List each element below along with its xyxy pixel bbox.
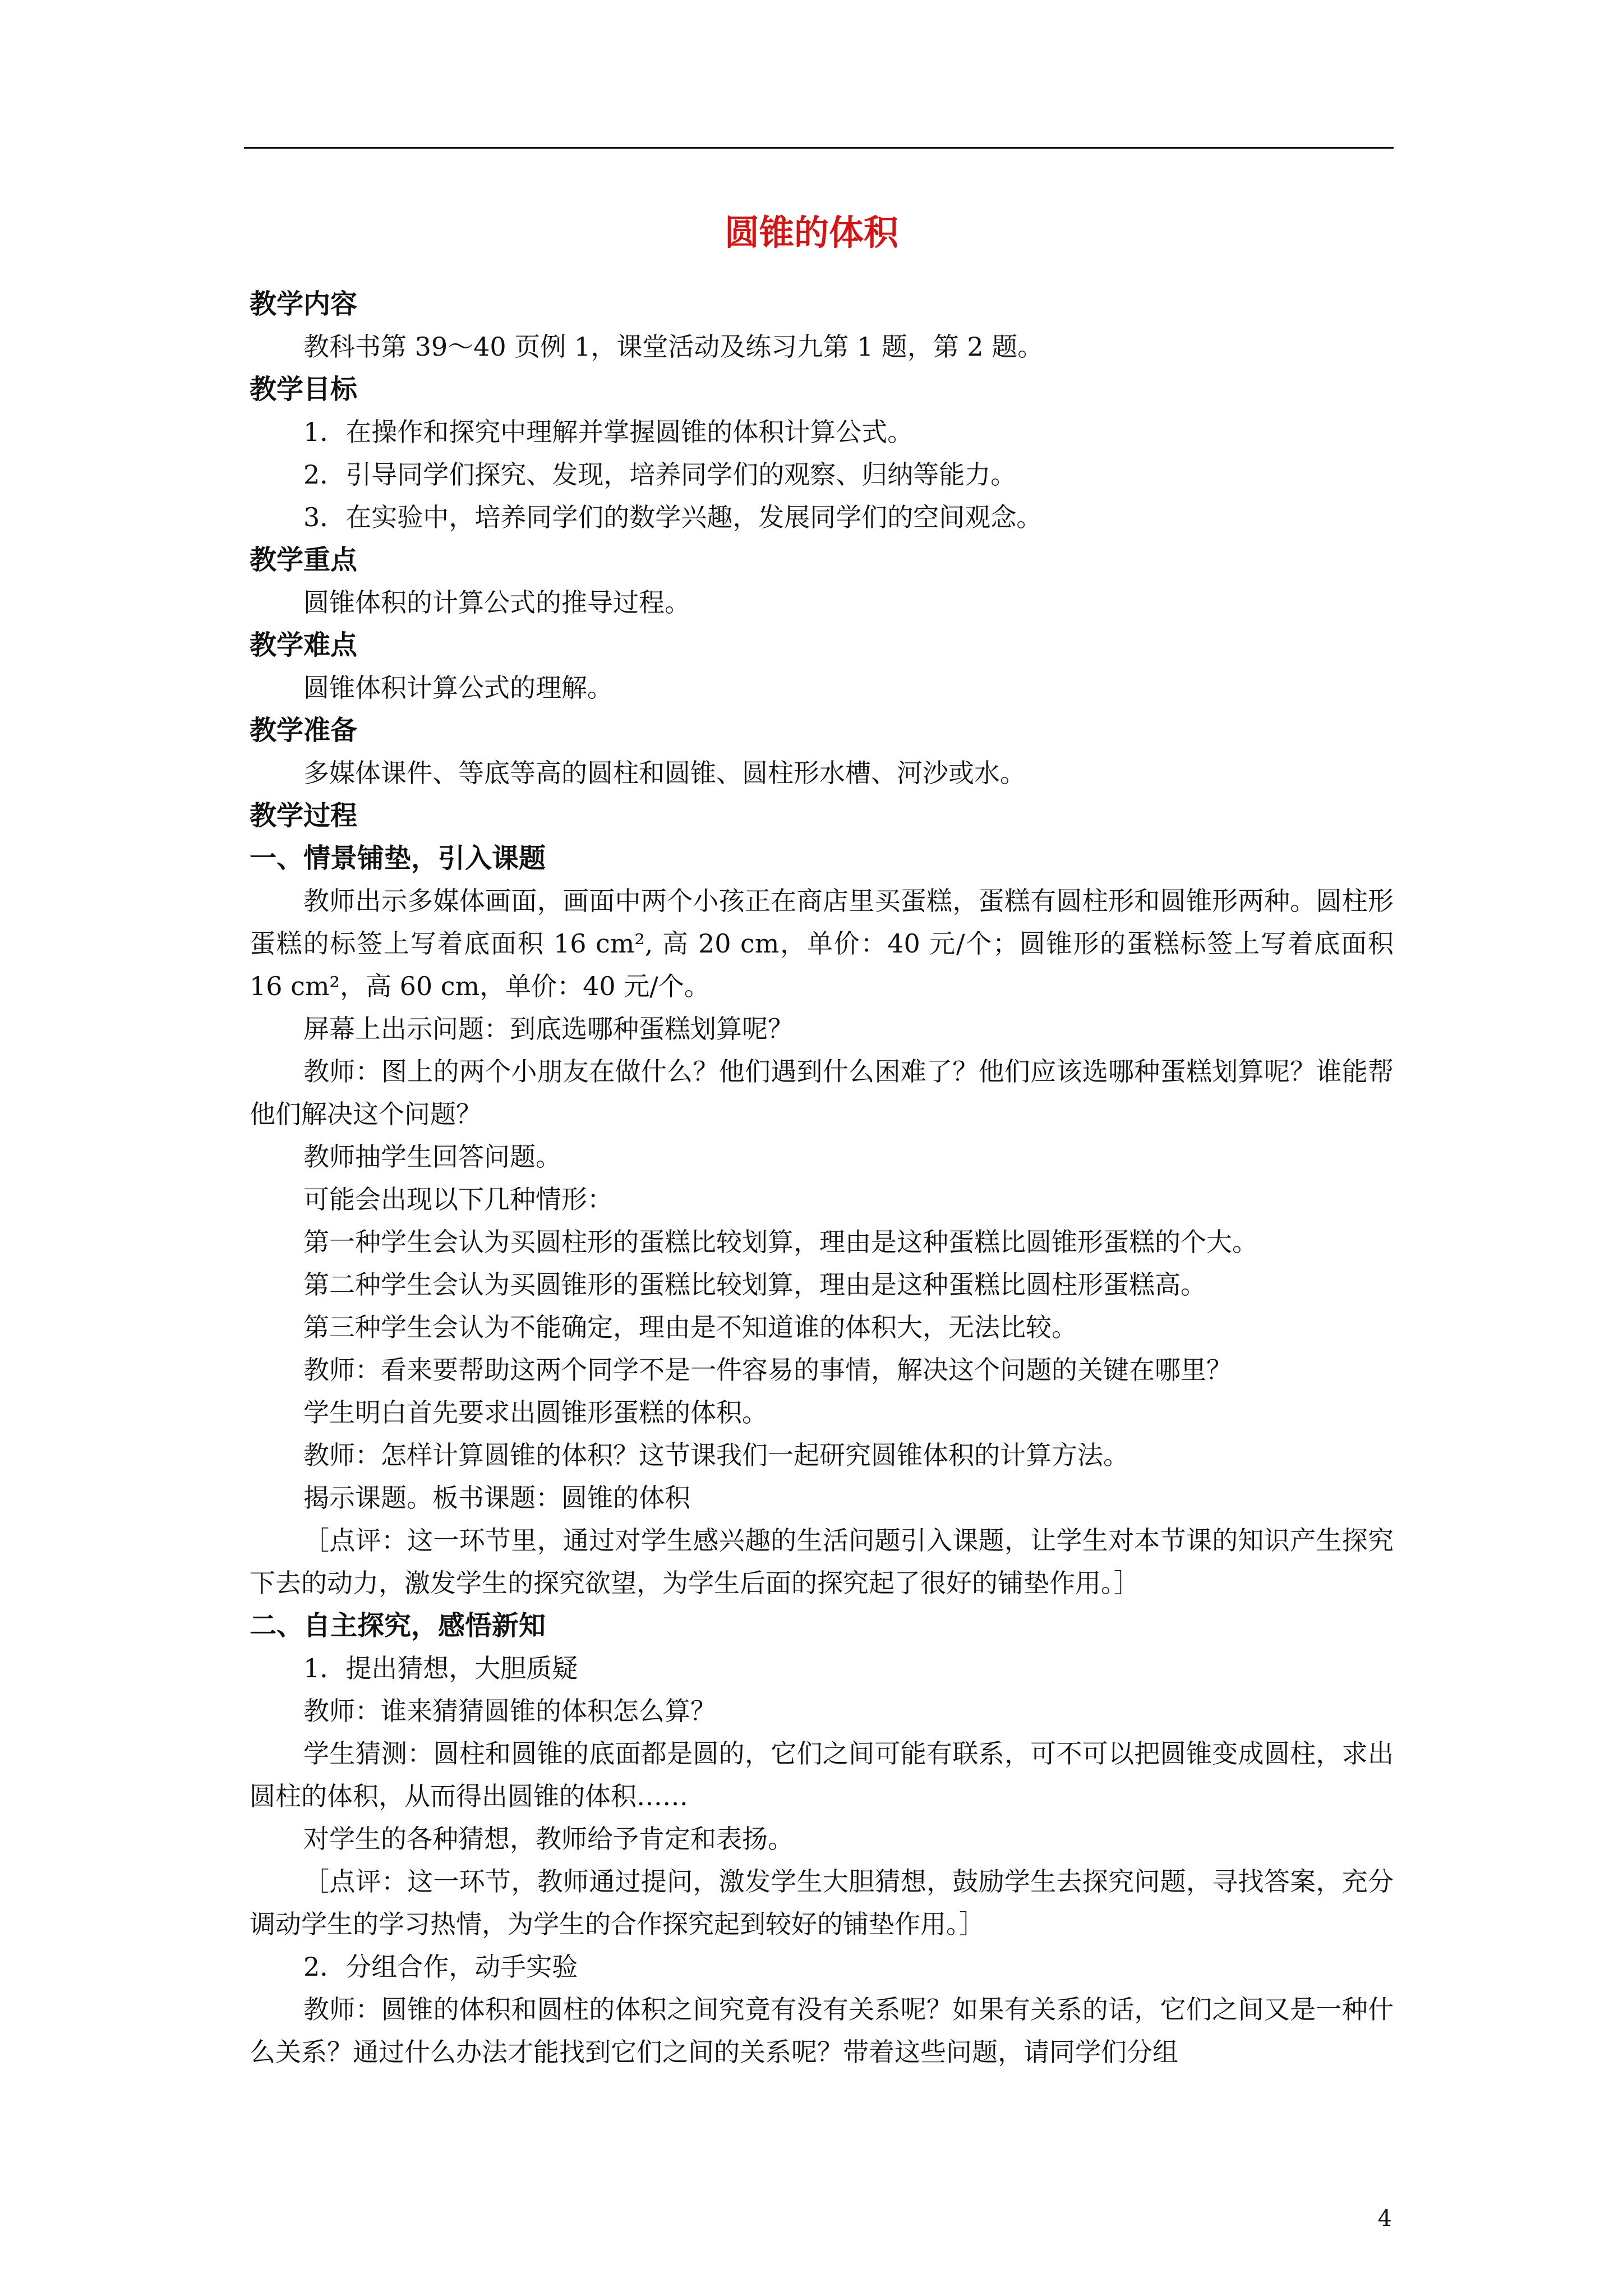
body-paragraph: 教师：看来要帮助这两个同学不是一件容易的事情，解决这个问题的关键在哪里？	[303, 1355, 1232, 1385]
page-number: 4	[1377, 2206, 1392, 2231]
body-paragraph: 3．在实验中，培养同学们的数学兴趣，发展同学们的空间观念。	[303, 502, 1043, 532]
body-paragraph: 教科书第 39～40 页例 1，课堂活动及练习九第 1 题，第 2 题。	[303, 332, 1044, 362]
body-paragraph: 学生猜测：圆柱和圆锥的底面都是圆的，它们之间可能有联系，可不可以把圆锥变成圆柱，求出圆柱的体积，从而得出圆锥的体积……	[250, 1738, 1394, 1811]
section-heading: 二、自主探究，感悟新知	[250, 1610, 546, 1641]
body-paragraph: 教师：图上的两个小朋友在做什么？他们遇到什么困难了？他们应该选哪种蛋糕划算呢？谁能帮他们解决这个问题？	[250, 1056, 1394, 1129]
body-paragraph: 圆锥体积的计算公式的推导过程。	[303, 587, 690, 618]
section-heading: 教学内容	[250, 288, 358, 320]
body-paragraph: 第三种学生会认为不能确定，理由是不知道谁的体积大，无法比较。	[303, 1312, 1077, 1342]
section-heading: 一、情景铺垫，引入课题	[250, 843, 546, 874]
header-rule	[244, 147, 1394, 149]
body-paragraph: 教师：怎样计算圆锥的体积？这节课我们一起研究圆锥体积的计算方法。	[303, 1440, 1129, 1470]
body-paragraph: 教师抽学生回答问题。	[303, 1142, 561, 1172]
body-paragraph: 2．分组合作，动手实验	[303, 1952, 578, 1982]
body-paragraph: 学生明白首先要求出圆锥形蛋糕的体积。	[303, 1397, 768, 1428]
body-paragraph: 教师：圆锥的体积和圆柱的体积之间究竟有没有关系呢？如果有关系的话，它们之间又是一种什么关系？通过什么办法才能找到它们之间的关系呢？带着这些问题，请同学们分组	[250, 1994, 1394, 2067]
body-paragraph: 1．提出猜想，大胆质疑	[303, 1653, 578, 1683]
body-paragraph: 可能会出现以下几种情形：	[303, 1184, 613, 1214]
section-heading: 教学重点	[250, 544, 358, 576]
body-paragraph: 教师：谁来猜猜圆锥的体积怎么算？	[303, 1696, 716, 1726]
document-title: 圆锥的体积	[724, 212, 898, 253]
body-paragraph: 多媒体课件、等底等高的圆柱和圆锥、圆柱形水槽、河沙或水。	[303, 758, 1026, 788]
body-paragraph: 1．在操作和探究中理解并掌握圆锥的体积计算公式。	[303, 417, 914, 447]
body-paragraph: 屏幕上出示问题：到底选哪种蛋糕划算呢？	[303, 1014, 794, 1044]
body-paragraph: 对学生的各种猜想，教师给予肯定和表扬。	[303, 1824, 794, 1854]
section-heading: 教学目标	[250, 374, 358, 405]
body-paragraph: 2．引导同学们探究、发现，培养同学们的观察、归纳等能力。	[303, 459, 1017, 490]
body-paragraph: 第二种学生会认为买圆锥形的蛋糕比较划算，理由是这种蛋糕比圆柱形蛋糕高。	[303, 1269, 1206, 1300]
document-body	[250, 283, 1394, 2073]
body-paragraph: 第一种学生会认为买圆柱形的蛋糕比较划算，理由是这种蛋糕比圆锥形蛋糕的个大。	[303, 1227, 1258, 1257]
body-paragraph: ［点评：这一环节，教师通过提问，激发学生大胆猜想，鼓励学生去探究问题，寻找答案，充分调动学生的学习热情，为学生的合作探究起到较好的铺垫作用。］	[250, 1866, 1394, 1939]
body-paragraph: 教师出示多媒体画面，画面中两个小孩正在商店里买蛋糕，蛋糕有圆柱形和圆锥形两种。圆柱形蛋糕的标签上写着底面积 16 cm², 高 20 cm，单价：40 元/个；圆锥形的蛋糕标签上写着底面积 16 cm²，高 60 cm，单价：40 元/个。	[250, 886, 1394, 1001]
body-paragraph: 圆锥体积计算公式的理解。	[303, 673, 613, 703]
section-heading: 教学准备	[250, 715, 358, 746]
section-heading: 教学过程	[250, 800, 358, 831]
body-paragraph: 揭示课题。板书课题：圆锥的体积	[303, 1483, 690, 1513]
body-paragraph: ［点评：这一环节里，通过对学生感兴趣的生活问题引入课题，让学生对本节课的知识产生探究下去的动力，激发学生的探究欲望，为学生后面的探究起了很好的铺垫作用。］	[250, 1525, 1394, 1598]
section-heading: 教学难点	[250, 629, 358, 661]
